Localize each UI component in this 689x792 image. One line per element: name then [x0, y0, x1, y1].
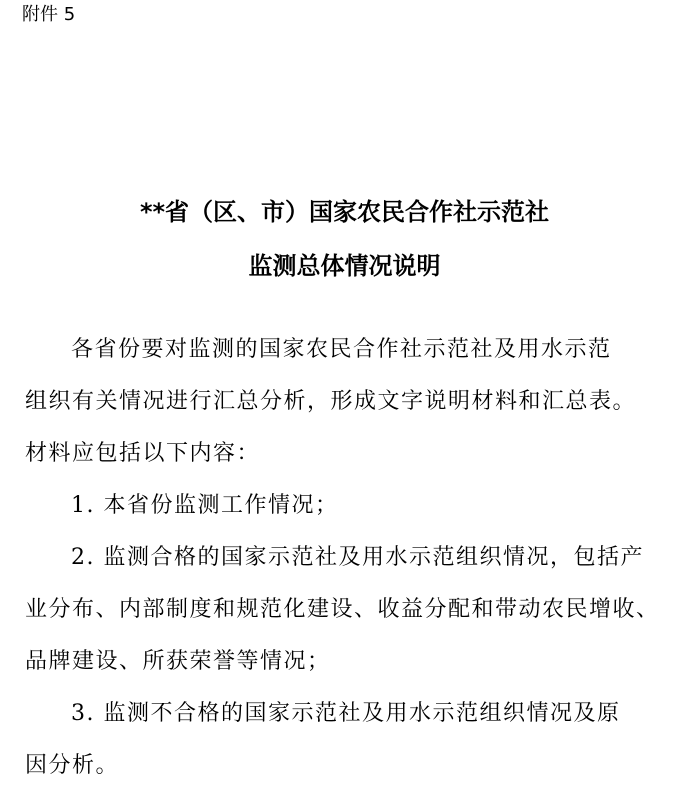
list-item-2-line-2: 业分布、内部制度和规范化建设、收益分配和带动农民增收、: [25, 597, 660, 622]
list-item-2-line-1: 2. 监测合格的国家示范社及用水示范组织情况，包括产: [71, 545, 644, 570]
document-title-line-2: 监测总体情况说明: [248, 252, 441, 280]
list-item-3-line-2: 因分析。: [25, 753, 120, 778]
list-item-3-line-1: 3. 监测不合格的国家示范社及用水示范组织情况及原: [71, 701, 621, 726]
list-item-1: 1. 本省份监测工作情况；: [71, 493, 339, 518]
attachment-label: 附件 5: [22, 4, 76, 25]
list-item-2-line-3: 品牌建设、所获荣誉等情况；: [25, 649, 331, 674]
paragraph-intro-line-3: 材料应包括以下内容：: [25, 441, 261, 466]
document-title-line-1: **省（区、市）国家农民合作社示范社: [139, 198, 550, 226]
paragraph-intro-line-1: 各省份要对监测的国家农民合作社示范社及用水示范: [71, 337, 612, 362]
paragraph-intro-line-2: 组织有关情况进行汇总分析，形成文字说明材料和汇总表。: [25, 389, 637, 414]
